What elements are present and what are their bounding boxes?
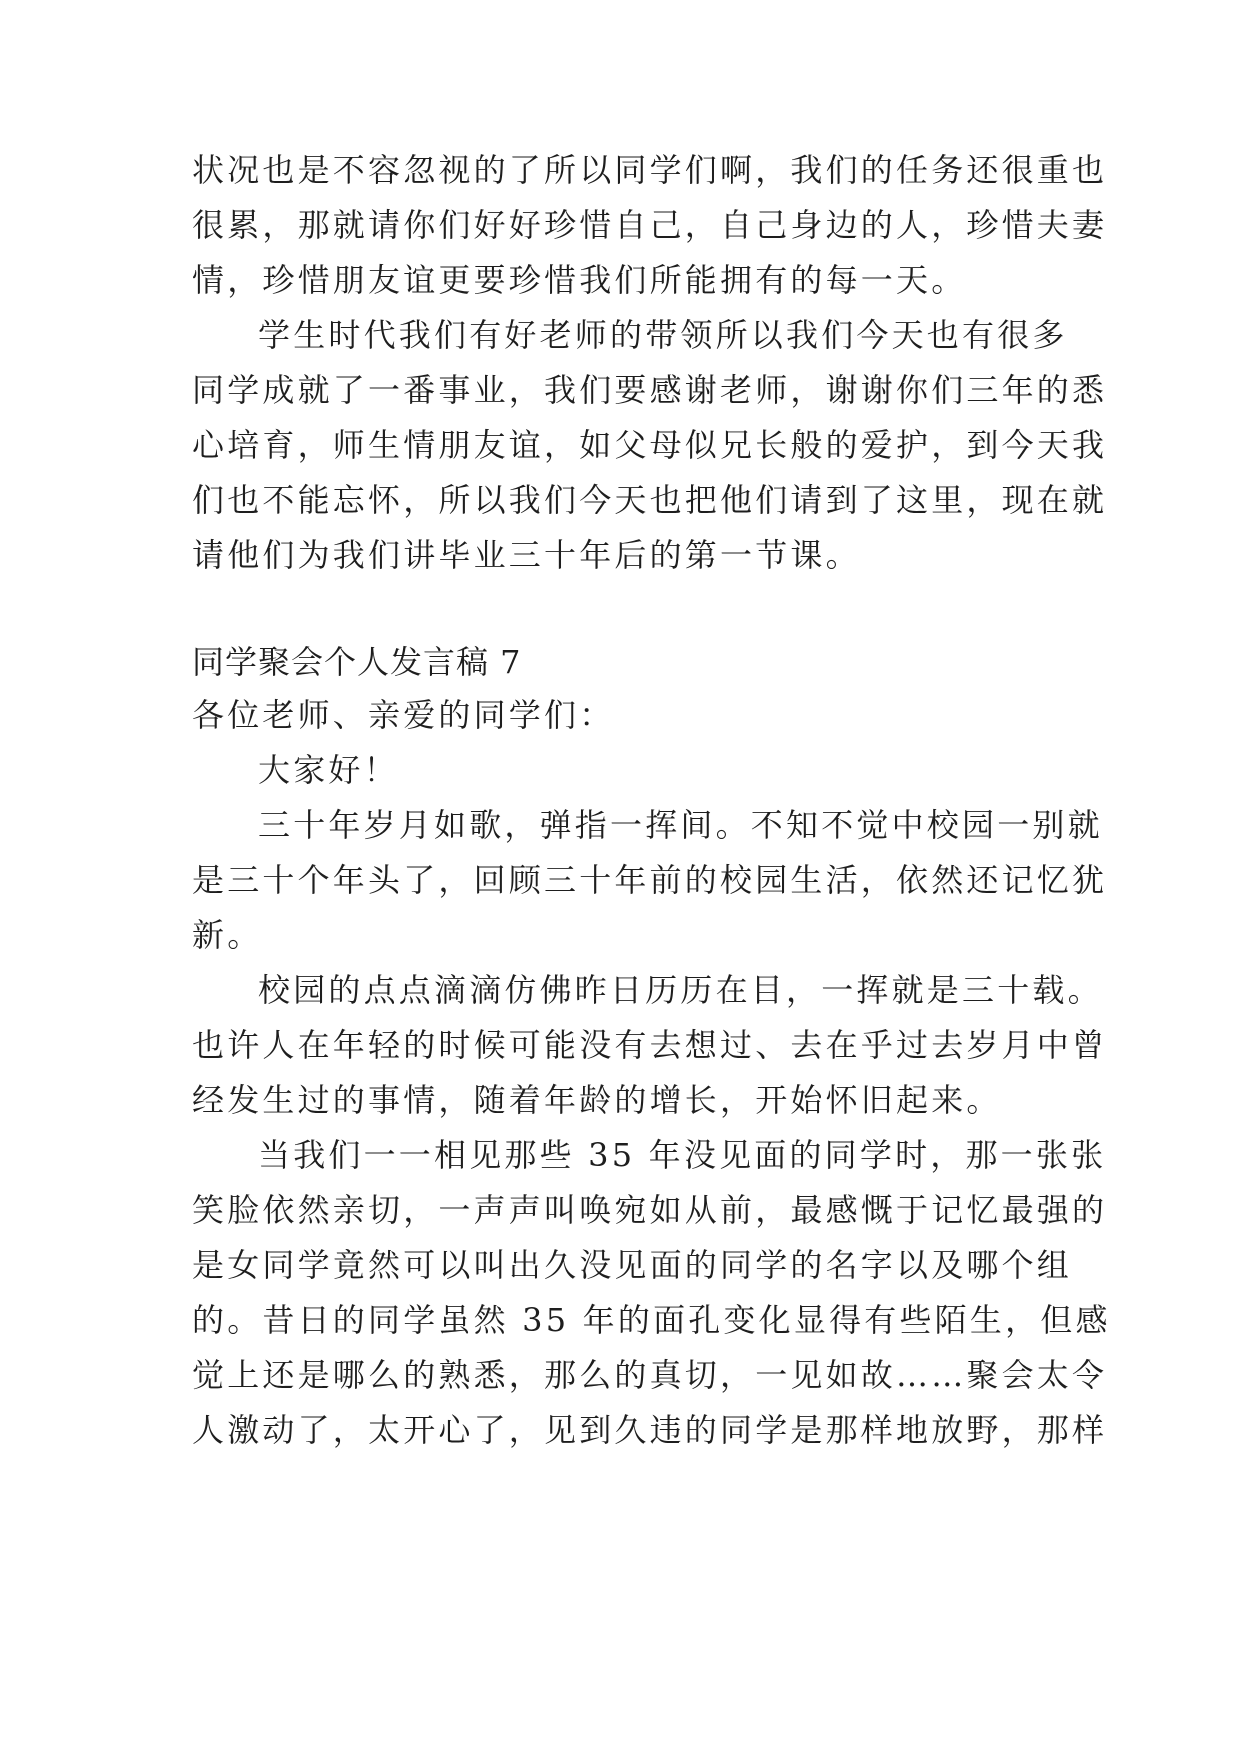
body-text-line: 是女同学竟然可以叫出久没见面的同学的名字以及哪个组 bbox=[192, 1246, 1073, 1284]
greeting: 大家好！ bbox=[258, 751, 399, 789]
paragraph-first-line: 学生时代我们有好老师的带领所以我们今天也有很多 bbox=[258, 316, 1068, 354]
paragraph-first-line: 校园的点点滴滴仿佛昨日历历在目，一挥就是三十载。 bbox=[258, 971, 1103, 1009]
body-text-line: 人激动了，太开心了，见到久违的同学是那样地放野，那样 bbox=[192, 1411, 1108, 1449]
body-text-line: 也许人在年轻的时候可能没有去想过、去在乎过去岁月中曾 bbox=[192, 1026, 1108, 1064]
body-text-line: 状况也是不容忽视的了所以同学们啊，我们的任务还很重也 bbox=[192, 151, 1108, 189]
body-text-line: 请他们为我们讲毕业三十年后的第一节课。 bbox=[192, 536, 861, 574]
body-text-line: 经发生过的事情，随着年龄的增长，开始怀旧起来。 bbox=[192, 1081, 1002, 1119]
body-text-line: 们也不能忘怀，所以我们今天也把他们请到了这里，现在就 bbox=[192, 481, 1108, 519]
body-text-line: 觉上还是哪么的熟悉，那么的真切，一见如故……聚会太令 bbox=[192, 1356, 1108, 1394]
paragraph-first-line: 当我们一一相见那些 35 年没见面的同学时，那一张张 bbox=[258, 1136, 1107, 1174]
body-text-line: 笑脸依然亲切，一声声叫唤宛如从前，最感慨于记忆最强的 bbox=[192, 1191, 1108, 1229]
body-text-line: 新。 bbox=[192, 916, 263, 954]
body-text-line: 的。昔日的同学虽然 35 年的面孔变化显得有些陌生，但感 bbox=[192, 1301, 1111, 1339]
body-text-line: 心培育，师生情朋友谊，如父母似兄长般的爱护，到今天我 bbox=[192, 426, 1108, 464]
body-text-line: 情，珍惜朋友谊更要珍惜我们所能拥有的每一天。 bbox=[192, 261, 967, 299]
paragraph-first-line: 三十年岁月如歌，弹指一挥间。不知不觉中校园一别就 bbox=[258, 806, 1103, 844]
body-text-line: 是三十个年头了，回顾三十年前的校园生活，依然还记忆犹 bbox=[192, 861, 1108, 899]
salutation: 各位老师、亲爱的同学们： bbox=[192, 696, 615, 734]
body-text-line: 很累，那就请你们好好珍惜自己，自己身边的人，珍惜夫妻 bbox=[192, 206, 1108, 244]
body-text-line: 同学成就了一番事业，我们要感谢老师，谢谢你们三年的悉 bbox=[192, 371, 1108, 409]
section-title: 同学聚会个人发言稿 7 bbox=[192, 643, 522, 681]
